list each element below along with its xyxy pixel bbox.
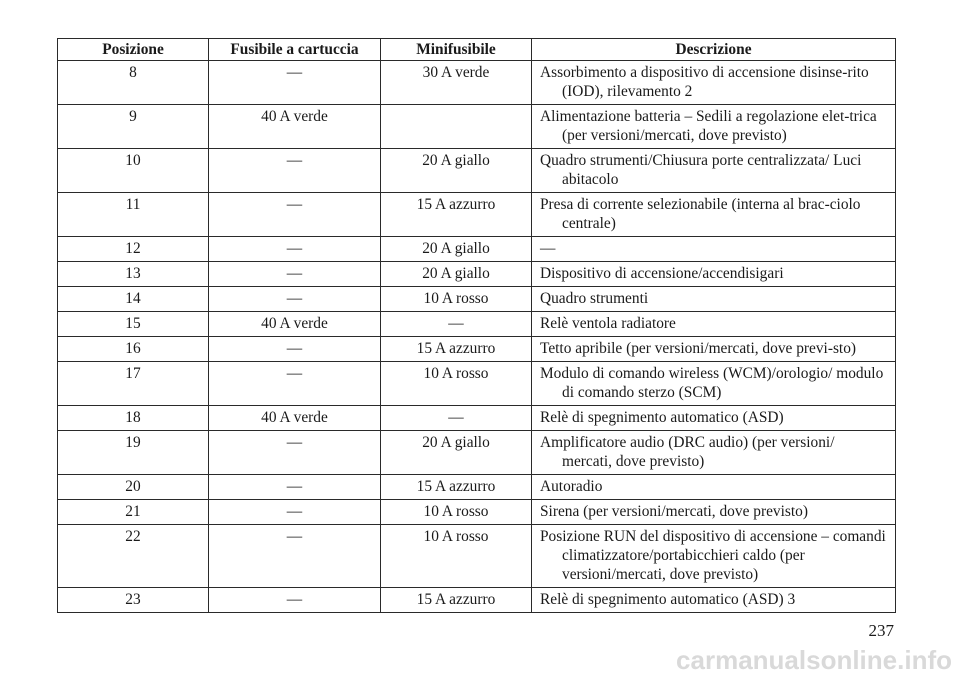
cell-mini-fuse: 20 A giallo: [381, 431, 532, 475]
cell-position: 10: [58, 149, 209, 193]
cell-position: 23: [58, 588, 209, 613]
cell-description: [532, 105, 896, 149]
description-text: Modulo di comando wireless (WCM)/orologio/ modulo di comando sterzo (SCM): [540, 365, 884, 401]
description-text: Sirena (per versioni/mercati, dove previsto): [540, 503, 808, 520]
header-mini-fuse: Minifusibile: [381, 39, 532, 61]
description-text: Autoradio: [540, 478, 603, 495]
cell-description: [532, 431, 896, 475]
cell-cartridge-fuse: —: [209, 287, 381, 312]
cell-position: 13: [58, 262, 209, 287]
cell-cartridge-fuse: —: [209, 337, 381, 362]
cell-mini-fuse: 15 A azzurro: [381, 588, 532, 613]
cell-mini-fuse: [381, 105, 532, 149]
table-row: [58, 193, 896, 237]
watermark-logo: carmanualsonline.info: [676, 645, 952, 675]
cell-mini-fuse: —: [381, 312, 532, 337]
table-row: [58, 105, 896, 149]
table-body: [58, 61, 896, 613]
cell-mini-fuse: 10 A rosso: [381, 362, 532, 406]
cell-position: 20: [58, 475, 209, 500]
cell-mini-fuse: 15 A azzurro: [381, 475, 532, 500]
table-row: [58, 588, 896, 613]
cell-description: [532, 237, 896, 262]
cell-cartridge-fuse: —: [209, 193, 381, 237]
table-row: [58, 525, 896, 588]
cell-cartridge-fuse: —: [209, 525, 381, 588]
table-row: [58, 287, 896, 312]
description-text: Amplificatore audio (DRC audio) (per versioni/ mercati, dove previsto): [540, 434, 835, 470]
cell-mini-fuse: 20 A giallo: [381, 149, 532, 193]
cell-cartridge-fuse: —: [209, 431, 381, 475]
table-row: [58, 337, 896, 362]
cell-position: 9: [58, 105, 209, 149]
cell-description: [532, 406, 896, 431]
cell-position: 12: [58, 237, 209, 262]
cell-cartridge-fuse: 40 A verde: [209, 406, 381, 431]
cell-description: [532, 525, 896, 588]
header-position: Posizione: [58, 39, 209, 61]
description-text: Relè di spegnimento automatico (ASD) 3: [540, 591, 796, 608]
cell-cartridge-fuse: 40 A verde: [209, 105, 381, 149]
cell-mini-fuse: 20 A giallo: [381, 262, 532, 287]
cell-mini-fuse: 20 A giallo: [381, 237, 532, 262]
cell-description: [532, 337, 896, 362]
cell-mini-fuse: 30 A verde: [381, 61, 532, 105]
cell-position: 8: [58, 61, 209, 105]
cell-position: 21: [58, 500, 209, 525]
table-row: [58, 149, 896, 193]
description-text: Posizione RUN del dispositivo di accensione – comandi climatizzatore/portabicchieri caldo (per versioni/mercati, dove previsto): [540, 528, 886, 583]
cell-description: [532, 61, 896, 105]
header-description: Descrizione: [532, 39, 896, 61]
description-text: Quadro strumenti/Chiusura porte centralizzata/ Luci abitacolo: [540, 152, 862, 188]
description-text: Relè di spegnimento automatico (ASD): [540, 409, 784, 426]
cell-position: 11: [58, 193, 209, 237]
cell-description: [532, 149, 896, 193]
cell-cartridge-fuse: —: [209, 475, 381, 500]
cell-cartridge-fuse: —: [209, 237, 381, 262]
table-row: [58, 500, 896, 525]
table-row: [58, 312, 896, 337]
cell-position: 19: [58, 431, 209, 475]
cell-description: [532, 362, 896, 406]
table-row: [58, 406, 896, 431]
cell-description: [532, 262, 896, 287]
cell-cartridge-fuse: 40 A verde: [209, 312, 381, 337]
cell-mini-fuse: 15 A azzurro: [381, 193, 532, 237]
cell-cartridge-fuse: —: [209, 500, 381, 525]
cell-cartridge-fuse: —: [209, 149, 381, 193]
cell-position: 17: [58, 362, 209, 406]
table-row: [58, 262, 896, 287]
cell-description: [532, 193, 896, 237]
cell-mini-fuse: 15 A azzurro: [381, 337, 532, 362]
cell-cartridge-fuse: —: [209, 588, 381, 613]
fuse-table: [57, 38, 896, 613]
description-text: —: [540, 240, 556, 257]
table-header-row: [58, 39, 896, 61]
table-row: [58, 475, 896, 500]
table-row: [58, 61, 896, 105]
cell-cartridge-fuse: —: [209, 61, 381, 105]
cell-position: 15: [58, 312, 209, 337]
cell-position: 14: [58, 287, 209, 312]
table-row: [58, 237, 896, 262]
cell-cartridge-fuse: —: [209, 362, 381, 406]
cell-mini-fuse: 10 A rosso: [381, 287, 532, 312]
cell-mini-fuse: 10 A rosso: [381, 500, 532, 525]
table-row: [58, 362, 896, 406]
cell-position: 22: [58, 525, 209, 588]
header-cartridge-fuse: Fusibile a cartuccia: [209, 39, 381, 61]
cell-position: 16: [58, 337, 209, 362]
page-number: 237: [868, 621, 894, 640]
description-text: Presa di corrente selezionabile (interna al brac-ciolo centrale): [540, 196, 861, 232]
description-text: Assorbimento a dispositivo di accensione disinse-rito (IOD), rilevamento 2: [540, 64, 869, 100]
description-text: Dispositivo di accensione/accendisigari: [540, 265, 784, 282]
cell-cartridge-fuse: —: [209, 262, 381, 287]
description-text: Relè ventola radiatore: [540, 315, 676, 332]
cell-description: [532, 500, 896, 525]
cell-mini-fuse: —: [381, 406, 532, 431]
cell-position: 18: [58, 406, 209, 431]
description-text: Tetto apribile (per versioni/mercati, dove previ-sto): [540, 340, 857, 357]
description-text: Alimentazione batteria – Sedili a regolazione elet-trica (per versioni/mercati, dove previsto): [540, 108, 877, 144]
cell-description: [532, 287, 896, 312]
cell-description: [532, 312, 896, 337]
cell-description: [532, 475, 896, 500]
cell-mini-fuse: 10 A rosso: [381, 525, 532, 588]
cell-description: [532, 588, 896, 613]
description-text: Quadro strumenti: [540, 290, 649, 307]
table-row: [58, 431, 896, 475]
